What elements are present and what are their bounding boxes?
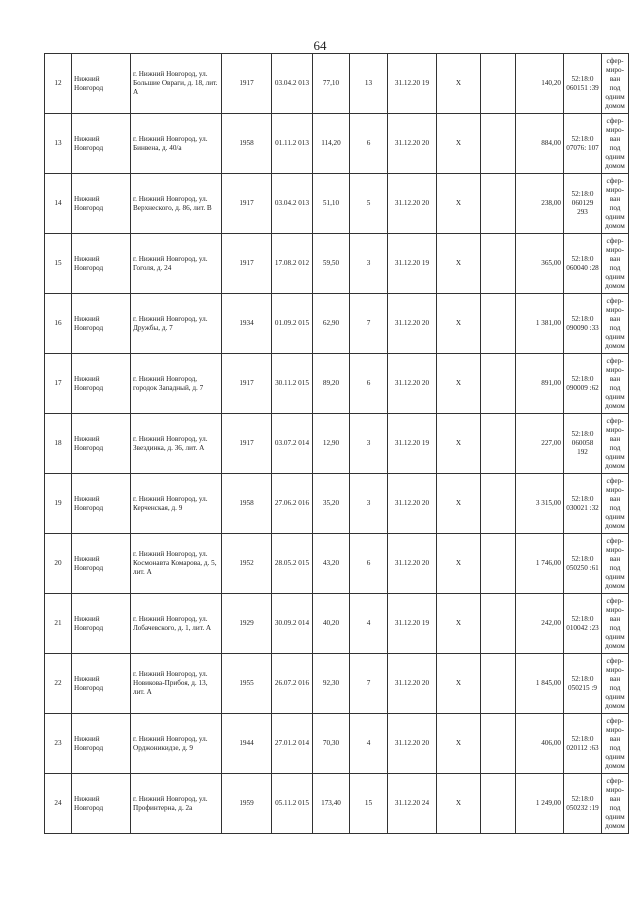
empty-cell: [481, 474, 516, 534]
area-cell: 51,10: [313, 174, 350, 234]
end-date-cell: 31.12.20 20: [388, 174, 437, 234]
construction-year-cell: 1917: [222, 54, 272, 114]
cadastral-number-cell: 52:18:0 010042 :23: [564, 594, 602, 654]
cost-cell: 238,00: [516, 174, 564, 234]
formation-note-cell: сфер-миро-ван под одним домом: [602, 354, 629, 414]
empty-cell: [481, 774, 516, 834]
area-cell: 12,90: [313, 414, 350, 474]
mark-cell: X: [437, 654, 481, 714]
cost-cell: 1 381,00: [516, 294, 564, 354]
row-number-cell: 17: [45, 354, 72, 414]
empty-cell: [481, 414, 516, 474]
table-row: [45, 54, 629, 114]
table-row: [45, 594, 629, 654]
construction-year-cell: 1917: [222, 174, 272, 234]
area-cell: 92,30: [313, 654, 350, 714]
row-number-cell: 18: [45, 414, 72, 474]
mark-cell: X: [437, 174, 481, 234]
city-cell: Нижний Новгород: [72, 414, 131, 474]
formation-note-cell: сфер-миро-ван под одним домом: [602, 234, 629, 294]
table-row: [45, 234, 629, 294]
address-cell: г. Нижний Новгород, ул. Новикова-Прибоя, д. 13, лит. А: [131, 654, 222, 714]
mark-cell: X: [437, 774, 481, 834]
row-number-cell: 21: [45, 594, 72, 654]
table-row: [45, 294, 629, 354]
cost-cell: 891,00: [516, 354, 564, 414]
cost-cell: 140,20: [516, 54, 564, 114]
area-cell: 173,40: [313, 774, 350, 834]
cost-cell: 227,00: [516, 414, 564, 474]
end-date-cell: 31.12.20 19: [388, 594, 437, 654]
date-cell: 27.06.2 016: [272, 474, 313, 534]
address-cell: г. Нижний Новгород, ул. Космонавта Комарова, д. 5, лит. А: [131, 534, 222, 594]
city-cell: Нижний Новгород: [72, 114, 131, 174]
count-cell: 3: [350, 234, 388, 294]
table-row: [45, 354, 629, 414]
page-number: 64: [313, 38, 327, 53]
count-cell: 7: [350, 654, 388, 714]
end-date-cell: 31.12.20 20: [388, 354, 437, 414]
area-cell: 35,20: [313, 474, 350, 534]
cadastral-number-cell: 52:18:0 060129 293: [564, 174, 602, 234]
city-cell: Нижний Новгород: [72, 54, 131, 114]
address-cell: г. Нижний Новгород, ул. Дружбы, д. 7: [131, 294, 222, 354]
cost-cell: 242,00: [516, 594, 564, 654]
cadastral-number-cell: 52:18:0 050232 :19: [564, 774, 602, 834]
row-number-cell: 22: [45, 654, 72, 714]
city-cell: Нижний Новгород: [72, 594, 131, 654]
date-cell: 17.08.2 012: [272, 234, 313, 294]
construction-year-cell: 1934: [222, 294, 272, 354]
mark-cell: X: [437, 534, 481, 594]
mark-cell: X: [437, 414, 481, 474]
city-cell: Нижний Новгород: [72, 714, 131, 774]
area-cell: 40,20: [313, 594, 350, 654]
date-cell: 27.01.2 014: [272, 714, 313, 774]
row-number-cell: 24: [45, 774, 72, 834]
address-cell: г. Нижний Новгород, ул. Керченская, д. 9: [131, 474, 222, 534]
empty-cell: [481, 354, 516, 414]
end-date-cell: 31.12.20 19: [388, 54, 437, 114]
cadastral-number-cell: 52:18:0 060058 192: [564, 414, 602, 474]
table-row: [45, 174, 629, 234]
formation-note-cell: сфер-миро-ван под одним домом: [602, 534, 629, 594]
formation-note-cell: сфер-миро-ван под одним домом: [602, 294, 629, 354]
end-date-cell: 31.12.20 20: [388, 474, 437, 534]
count-cell: 13: [350, 54, 388, 114]
cadastral-number-cell: 52:18:0 030021 :32: [564, 474, 602, 534]
mark-cell: X: [437, 594, 481, 654]
count-cell: 6: [350, 534, 388, 594]
date-cell: 26.07.2 016: [272, 654, 313, 714]
empty-cell: [481, 594, 516, 654]
address-cell: г. Нижний Новгород, ул. Звездинка, д. 36, лит. А: [131, 414, 222, 474]
cadastral-number-cell: 52:18:0 020112 :63: [564, 714, 602, 774]
row-number-cell: 12: [45, 54, 72, 114]
empty-cell: [481, 294, 516, 354]
table-body: [45, 54, 629, 834]
cost-cell: 406,00: [516, 714, 564, 774]
end-date-cell: 31.12.20 20: [388, 534, 437, 594]
date-cell: 03.04.2 013: [272, 54, 313, 114]
date-cell: 30.09.2 014: [272, 594, 313, 654]
address-cell: г. Нижний Новгород, ул. Профинтерна, д. 2а: [131, 774, 222, 834]
cadastral-number-cell: 52:18:0 090009 :62: [564, 354, 602, 414]
cadastral-number-cell: 52:18:0 060151 :39: [564, 54, 602, 114]
mark-cell: X: [437, 294, 481, 354]
empty-cell: [481, 534, 516, 594]
city-cell: Нижний Новгород: [72, 474, 131, 534]
area-cell: 114,20: [313, 114, 350, 174]
count-cell: 7: [350, 294, 388, 354]
cadastral-number-cell: 52:18:0 050215 :9: [564, 654, 602, 714]
table-row: [45, 774, 629, 834]
construction-year-cell: 1958: [222, 474, 272, 534]
address-cell: г. Нижний Новгород, ул. Гоголя, д. 24: [131, 234, 222, 294]
construction-year-cell: 1944: [222, 714, 272, 774]
address-cell: г. Нижний Новгород, ул. Бинвена, д. 40/а: [131, 114, 222, 174]
count-cell: 6: [350, 114, 388, 174]
empty-cell: [481, 714, 516, 774]
mark-cell: X: [437, 234, 481, 294]
empty-cell: [481, 654, 516, 714]
construction-year-cell: 1952: [222, 534, 272, 594]
area-cell: 89,20: [313, 354, 350, 414]
formation-note-cell: сфер-миро-ван под одним домом: [602, 174, 629, 234]
row-number-cell: 20: [45, 534, 72, 594]
table-row: [45, 474, 629, 534]
city-cell: Нижний Новгород: [72, 774, 131, 834]
count-cell: 3: [350, 414, 388, 474]
row-number-cell: 16: [45, 294, 72, 354]
construction-year-cell: 1959: [222, 774, 272, 834]
mark-cell: X: [437, 54, 481, 114]
end-date-cell: 31.12.20 19: [388, 234, 437, 294]
date-cell: 05.11.2 015: [272, 774, 313, 834]
cadastral-number-cell: 52:18:0 07076: 107: [564, 114, 602, 174]
table-row: [45, 714, 629, 774]
table-row: [45, 114, 629, 174]
cost-cell: 1 845,00: [516, 654, 564, 714]
formation-note-cell: сфер-миро-ван под одним домом: [602, 474, 629, 534]
cost-cell: 3 315,00: [516, 474, 564, 534]
end-date-cell: 31.12.20 20: [388, 294, 437, 354]
date-cell: 01.11.2 013: [272, 114, 313, 174]
formation-note-cell: сфер-миро-ван под одним домом: [602, 54, 629, 114]
construction-year-cell: 1917: [222, 354, 272, 414]
count-cell: 6: [350, 354, 388, 414]
housing-registry-table: [44, 53, 629, 834]
construction-year-cell: 1917: [222, 234, 272, 294]
construction-year-cell: 1955: [222, 654, 272, 714]
count-cell: 3: [350, 474, 388, 534]
mark-cell: X: [437, 714, 481, 774]
area-cell: 70,30: [313, 714, 350, 774]
address-cell: г. Нижний Новгород, ул. Лобачевского, д. 1, лит. А: [131, 594, 222, 654]
city-cell: Нижний Новгород: [72, 294, 131, 354]
address-cell: г. Нижний Новгород, ул. Верхнеского, д. 86, лит. В: [131, 174, 222, 234]
count-cell: 5: [350, 174, 388, 234]
count-cell: 4: [350, 714, 388, 774]
end-date-cell: 31.12.20 19: [388, 414, 437, 474]
formation-note-cell: сфер-миро-ван под одним домом: [602, 654, 629, 714]
table-row: [45, 414, 629, 474]
empty-cell: [481, 114, 516, 174]
city-cell: Нижний Новгород: [72, 174, 131, 234]
count-cell: 15: [350, 774, 388, 834]
table-row: [45, 654, 629, 714]
row-number-cell: 14: [45, 174, 72, 234]
construction-year-cell: 1958: [222, 114, 272, 174]
cost-cell: 1 746,00: [516, 534, 564, 594]
area-cell: 62,90: [313, 294, 350, 354]
date-cell: 03.07.2 014: [272, 414, 313, 474]
end-date-cell: 31.12.20 20: [388, 654, 437, 714]
end-date-cell: 31.12.20 20: [388, 114, 437, 174]
city-cell: Нижний Новгород: [72, 234, 131, 294]
address-cell: г. Нижний Новгород, городок Западный, д. 7: [131, 354, 222, 414]
mark-cell: X: [437, 354, 481, 414]
formation-note-cell: сфер-миро-ван под одним домом: [602, 594, 629, 654]
address-cell: г. Нижний Новгород, ул. Орджоникидзе, д. 9: [131, 714, 222, 774]
empty-cell: [481, 174, 516, 234]
address-cell: г. Нижний Новгород, ул. Большие Овраги, д. 18, лит. А: [131, 54, 222, 114]
date-cell: 28.05.2 015: [272, 534, 313, 594]
count-cell: 4: [350, 594, 388, 654]
cadastral-number-cell: 52:18:0 060040 :28: [564, 234, 602, 294]
row-number-cell: 23: [45, 714, 72, 774]
construction-year-cell: 1917: [222, 414, 272, 474]
cost-cell: 1 249,00: [516, 774, 564, 834]
city-cell: Нижний Новгород: [72, 654, 131, 714]
row-number-cell: 19: [45, 474, 72, 534]
city-cell: Нижний Новгород: [72, 534, 131, 594]
cadastral-number-cell: 52:18:0 050250 :61: [564, 534, 602, 594]
area-cell: 59,50: [313, 234, 350, 294]
row-number-cell: 15: [45, 234, 72, 294]
cost-cell: 884,00: [516, 114, 564, 174]
table-row: [45, 534, 629, 594]
cadastral-number-cell: 52:18:0 090090 :33: [564, 294, 602, 354]
mark-cell: X: [437, 474, 481, 534]
formation-note-cell: сфер-миро-ван под одним домом: [602, 774, 629, 834]
area-cell: 77,10: [313, 54, 350, 114]
row-number-cell: 13: [45, 114, 72, 174]
end-date-cell: 31.12.20 20: [388, 714, 437, 774]
formation-note-cell: сфер-миро-ван под одним домом: [602, 714, 629, 774]
city-cell: Нижний Новгород: [72, 354, 131, 414]
date-cell: 01.09.2 015: [272, 294, 313, 354]
mark-cell: X: [437, 114, 481, 174]
area-cell: 43,20: [313, 534, 350, 594]
end-date-cell: 31.12.20 24: [388, 774, 437, 834]
construction-year-cell: 1929: [222, 594, 272, 654]
date-cell: 03.04.2 013: [272, 174, 313, 234]
formation-note-cell: сфер-миро-ван под одним домом: [602, 114, 629, 174]
empty-cell: [481, 54, 516, 114]
cost-cell: 365,00: [516, 234, 564, 294]
empty-cell: [481, 234, 516, 294]
date-cell: 30.11.2 015: [272, 354, 313, 414]
formation-note-cell: сфер-миро-ван под одним домом: [602, 414, 629, 474]
